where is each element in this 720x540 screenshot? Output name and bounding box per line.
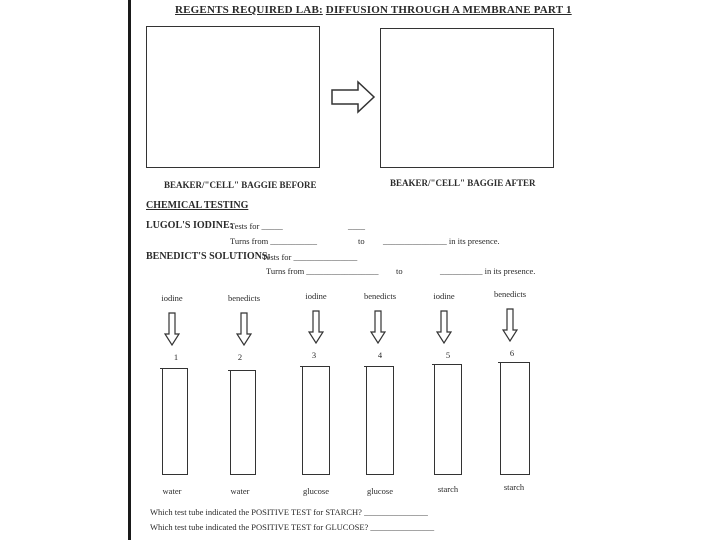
benedicts-presence: __________ in its presence.: [440, 266, 536, 276]
lugols-label: LUGOL'S IODINE:: [146, 220, 233, 231]
tube-4-number: 4: [377, 350, 383, 360]
down-arrow-icon: [308, 310, 324, 344]
tube-1-contents: water: [162, 486, 182, 496]
tube-2: [230, 370, 256, 475]
tube-1-reagent: iodine: [161, 293, 183, 303]
tube-3-number: 3: [311, 350, 317, 360]
title-rest: DIFFUSION THROUGH A MEMBRANE PART 1: [325, 4, 572, 16]
down-arrow-icon: [370, 310, 386, 344]
tube-4-reagent: benedicts: [363, 291, 397, 301]
tube-2-number: 2: [237, 352, 243, 362]
tube-6-number: 6: [509, 348, 515, 358]
page-title: [175, 4, 572, 16]
tube-5-reagent: iodine: [433, 291, 455, 301]
beaker-before-caption: BEAKER/"CELL" BAGGIE BEFORE: [164, 180, 317, 190]
lugols-turns-from: Turns from ___________: [230, 236, 318, 246]
tube-1: [162, 368, 188, 475]
down-arrow-icon: [502, 308, 518, 342]
tube-5-contents: starch: [437, 484, 459, 494]
question-starch: Which test tube indicated the POSITIVE TEST for STARCH? _______________: [150, 507, 428, 517]
title-prefix: REGENTS REQUIRED LAB:: [175, 4, 323, 16]
tube-6-contents: starch: [503, 482, 525, 492]
benedicts-label: BENEDICT'S SOLUTIONS:: [146, 251, 271, 262]
tube-5: [434, 364, 462, 475]
beaker-after-caption: BEAKER/"CELL" BAGGIE AFTER: [390, 178, 536, 188]
tube-2-contents: water: [230, 486, 250, 496]
page-left-edge: [128, 0, 131, 540]
benedicts-to: to: [396, 266, 403, 276]
tube-6-reagent: benedicts: [493, 289, 527, 299]
tube-5-number: 5: [445, 350, 451, 360]
lugols-to: to: [358, 236, 365, 246]
tube-6: [500, 362, 530, 475]
benedicts-tests-for: Tests for _______________: [262, 252, 358, 262]
down-arrow-icon: [236, 312, 252, 346]
beaker-after-box: [380, 28, 554, 168]
tube-3-reagent: iodine: [305, 291, 327, 301]
lugols-presence: _______________ in its presence.: [383, 236, 500, 246]
benedicts-turns-from: Turns from _________________: [266, 266, 379, 276]
chemical-testing-heading: CHEMICAL TESTING: [146, 200, 249, 211]
tube-1-number: 1: [173, 352, 179, 362]
tube-3: [302, 366, 330, 475]
tube-3-contents: glucose: [303, 486, 329, 496]
tube-4-contents: glucose: [367, 486, 393, 496]
down-arrow-icon: [436, 310, 452, 344]
down-arrow-icon: [164, 312, 180, 346]
tube-2-reagent: benedicts: [227, 293, 261, 303]
beaker-before-box: [146, 26, 320, 168]
tube-4: [366, 366, 394, 475]
lugols-tests-for: Tests for _____: [230, 221, 283, 231]
right-arrow-icon: [330, 80, 376, 114]
question-glucose: Which test tube indicated the POSITIVE TEST for GLUCOSE? _______________: [150, 522, 435, 532]
lugols-tests-blank: ____: [348, 221, 365, 231]
